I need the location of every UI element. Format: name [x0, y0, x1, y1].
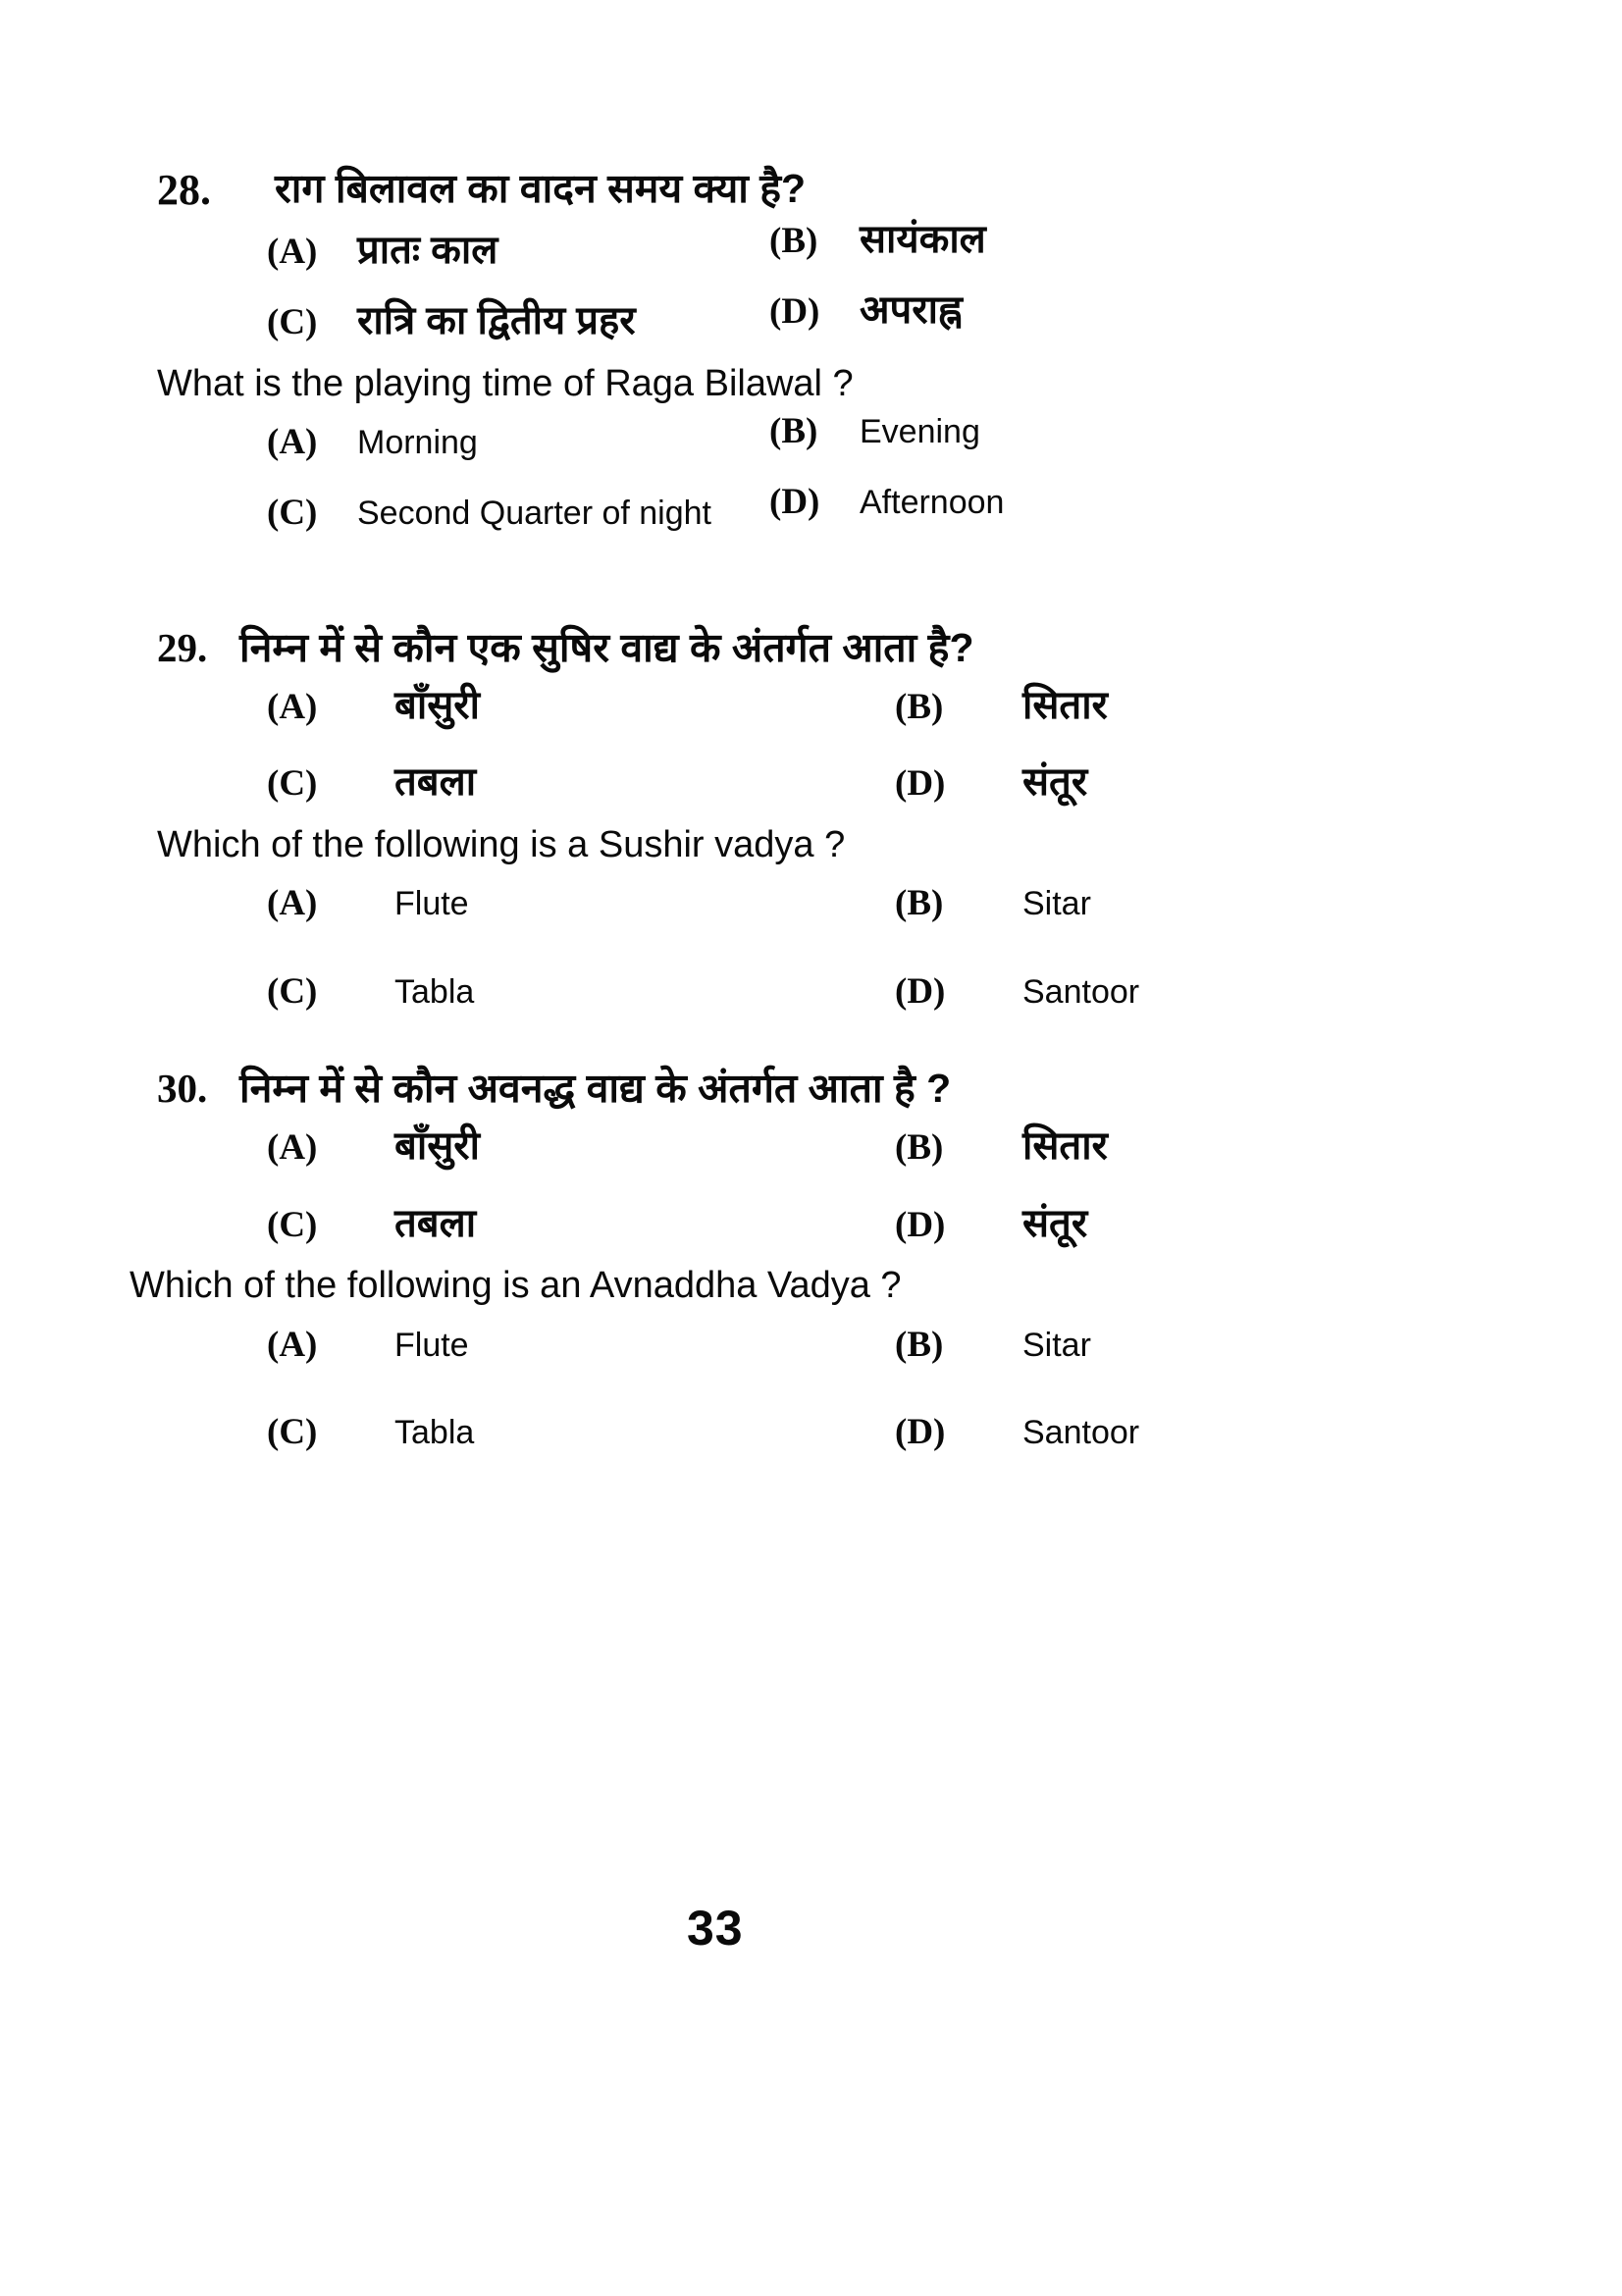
- option-label: (D): [769, 291, 820, 333]
- question-header: [157, 165, 1256, 217]
- option-row: [267, 758, 895, 806]
- question-number: 30.: [157, 1066, 208, 1112]
- option-label: (B): [769, 220, 818, 261]
- option-label: (B): [895, 883, 944, 924]
- option-row: [769, 410, 1256, 453]
- option-text: Tabla: [394, 1413, 475, 1451]
- option-row: [267, 492, 769, 535]
- option-text: सितार: [1022, 1124, 1108, 1169]
- option-row: [267, 227, 769, 274]
- option-text: प्रातः काल: [357, 228, 498, 272]
- option-label: (A): [267, 231, 318, 272]
- option-row: [895, 682, 1256, 729]
- option-text: Morning: [357, 424, 478, 462]
- option-text: Flute: [394, 1326, 469, 1364]
- option-row: [267, 1411, 895, 1454]
- options-hindi: [267, 217, 1256, 345]
- option-row: [267, 1122, 895, 1170]
- question-number: 29.: [157, 624, 208, 670]
- options-english: [267, 1324, 1256, 1455]
- option-row: [267, 297, 769, 344]
- option-text: Sitar: [1022, 885, 1091, 923]
- option-row: [267, 1324, 895, 1367]
- option-text: संतूर: [1022, 1201, 1088, 1245]
- option-row: [895, 970, 1256, 1014]
- option-label: (A): [267, 422, 318, 463]
- question-block-29: [157, 624, 1256, 1014]
- question-block-28: [157, 165, 1256, 536]
- option-text: Evening: [860, 413, 980, 451]
- option-label: (C): [267, 1204, 318, 1245]
- options-hindi: [267, 1122, 1256, 1247]
- question-header: [157, 624, 1256, 672]
- option-label: (D): [895, 1204, 946, 1245]
- options-english: [267, 411, 1256, 536]
- question-text-english: Which of the following is an Avnaddha Vadya ?: [130, 1265, 902, 1307]
- option-text: सायंकाल: [860, 217, 986, 261]
- option-text: तबला: [394, 1201, 477, 1245]
- option-row: [895, 1122, 1256, 1170]
- option-label: (B): [895, 1324, 944, 1365]
- option-row: [769, 481, 1256, 524]
- option-text: बाँसुरी: [394, 684, 480, 728]
- option-row: [895, 1411, 1256, 1454]
- option-text: Santoor: [1022, 1413, 1140, 1451]
- option-label: (A): [267, 1324, 318, 1365]
- option-label: (B): [895, 1127, 944, 1169]
- option-label: (C): [267, 763, 318, 805]
- option-text: Afternoon: [860, 484, 1005, 522]
- option-text: Santoor: [1022, 972, 1140, 1011]
- option-text: सितार: [1022, 684, 1108, 728]
- option-text: संतूर: [1022, 760, 1088, 805]
- option-text: अपराह्न: [860, 288, 963, 333]
- option-label: (B): [769, 411, 818, 452]
- option-label: (A): [267, 687, 318, 728]
- option-label: (C): [267, 970, 318, 1012]
- option-label: (A): [267, 883, 318, 924]
- option-row: [769, 216, 1256, 263]
- option-text: Second Quarter of night: [357, 495, 712, 533]
- page-number: 33: [687, 1901, 744, 1956]
- question-header: [157, 1065, 1256, 1113]
- options-hindi: [267, 682, 1256, 807]
- option-text: Tabla: [394, 972, 475, 1011]
- option-label: (A): [267, 1127, 318, 1169]
- option-text: Sitar: [1022, 1326, 1091, 1364]
- option-label: (C): [267, 493, 318, 534]
- option-label: (D): [895, 763, 946, 805]
- option-text: तबला: [394, 760, 477, 805]
- option-label: (D): [895, 970, 946, 1012]
- question-number: 28.: [157, 166, 211, 214]
- option-text: रात्रि का द्वितीय प्रहर: [357, 299, 636, 343]
- question-text-english: Which of the following is a Sushir vadya ?: [157, 823, 846, 865]
- option-label: (B): [895, 687, 944, 728]
- option-row: [267, 970, 895, 1014]
- option-text: बाँसुरी: [394, 1124, 480, 1169]
- question-text-hindi: निम्न में से कौन एक सुषिर वाद्य के अंतर्गत आता है?: [239, 624, 974, 670]
- option-row: [267, 882, 895, 925]
- option-row: [267, 421, 769, 464]
- option-row: [895, 1324, 1256, 1367]
- option-label: (C): [267, 1411, 318, 1452]
- exam-page-content: [130, 165, 1256, 1454]
- option-row: [895, 1200, 1256, 1247]
- question-text-hindi: राग बिलावल का वादन समय क्या है?: [275, 166, 807, 211]
- question-text-english: What is the playing time of Raga Bilawal ?: [157, 362, 854, 404]
- options-english: [267, 882, 1256, 1014]
- option-row: [895, 758, 1256, 806]
- option-row: [267, 1200, 895, 1247]
- option-row: [267, 682, 895, 729]
- option-row: [769, 287, 1256, 334]
- option-label: (C): [267, 302, 318, 343]
- option-row: [895, 882, 1256, 925]
- option-label: (D): [769, 482, 820, 523]
- question-block-30: [130, 1065, 1256, 1454]
- option-label: (D): [895, 1411, 946, 1452]
- option-text: Flute: [394, 885, 469, 923]
- question-text-hindi: निम्न में से कौन अवनद्ध वाद्य के अंतर्गत आता है ?: [239, 1066, 952, 1112]
